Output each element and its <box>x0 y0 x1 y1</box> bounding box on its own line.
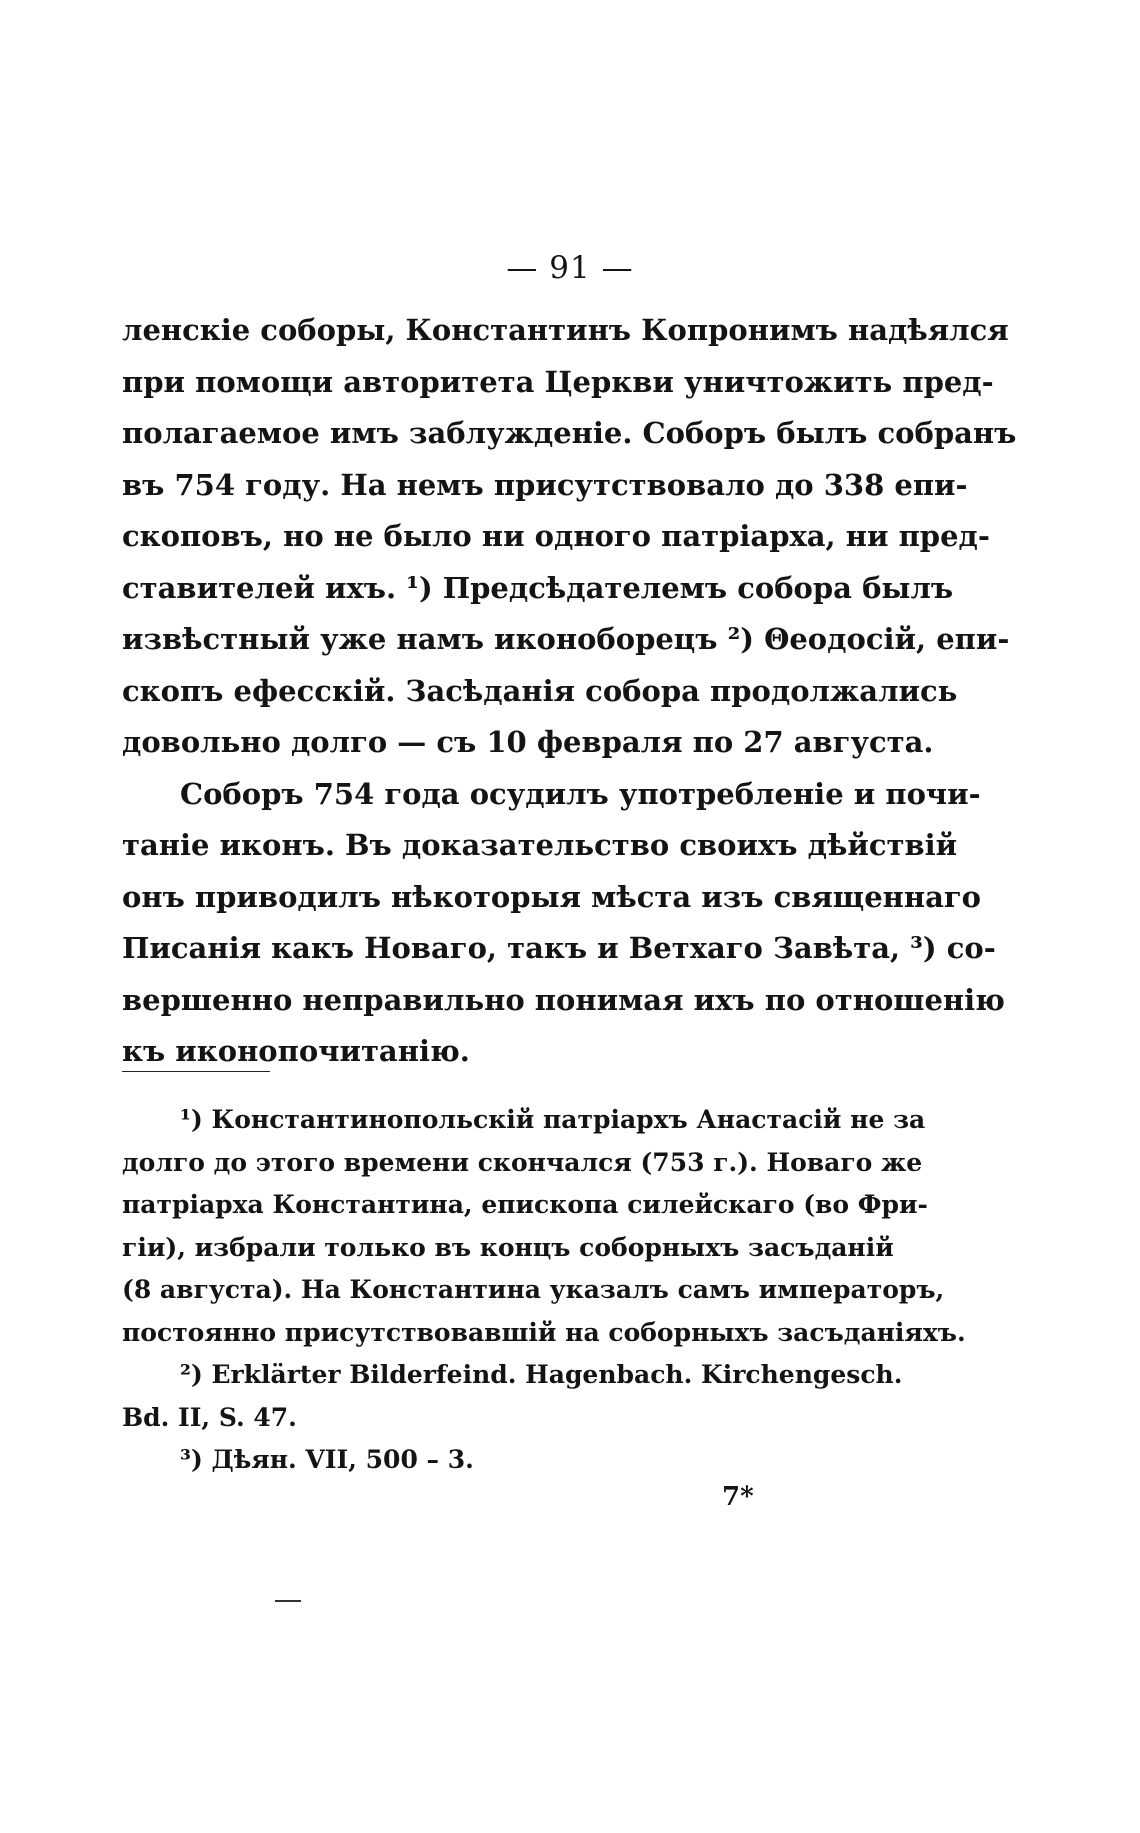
footnote-line: долго до этого времени скончался (753 г.). Новаго же <box>122 1147 923 1177</box>
footnote-line: патріарха Константина, епископа силейскаго (во Фри- <box>122 1190 928 1219</box>
text-line: онъ приводилъ нѣкоторыя мѣста изъ священнаго <box>122 879 981 914</box>
footnote-line: Bd. II, S. 47. <box>122 1402 297 1432</box>
text-line: скоповъ, но не было ни одного патріарха, ни пред- <box>122 519 990 553</box>
text-line: ленскіе соборы, Константинъ Копронимъ надѣялся <box>122 313 1009 347</box>
footnote-2 <box>122 1354 903 1439</box>
text-line: ставителей ихъ. ¹) Предсѣдателемъ собора былъ <box>122 570 954 605</box>
text-line: скопъ ефесскій. Засѣданія собора продолжались <box>122 673 958 708</box>
footnote-line: гіи), избрали только въ концъ соборныхъ засъданій <box>122 1232 894 1262</box>
footnote-line: постоянно присутствовавшій на соборныхъ засъданіяхъ. <box>122 1317 966 1347</box>
text-line: полагаемое имъ заблужденіе. Соборъ былъ собранъ <box>122 416 1017 450</box>
text-line: довольно долго — съ 10 февраля по 27 августа. <box>122 725 934 759</box>
text-line: таніе иконъ. Въ доказательство своихъ дѣйствій <box>122 828 958 862</box>
text-line: при помощи авторитета Церкви уничтожить пред- <box>122 364 994 399</box>
text-line: извѣстный уже намъ иконоборецъ ²) Θеодосій, епи- <box>122 622 1010 656</box>
stray-mark <box>275 1600 301 1602</box>
body-text <box>122 305 1017 1078</box>
text-line: вершенно неправильно понимая ихъ по отношенію <box>122 982 1005 1017</box>
page-number: — 91 — <box>506 250 634 286</box>
footnote-line: ¹) Константинопольскій патріархъ Анастасій не за <box>180 1105 926 1134</box>
footnote-line: ²) Erklärter Bilderfeind. Hagenbach. Kirchengesch. <box>180 1360 903 1389</box>
paragraph-2 <box>122 769 1005 1078</box>
text-line: къ иконопочитанію. <box>122 1034 470 1068</box>
text-line: въ 754 году. На немъ присутствовало до 338 епи- <box>122 467 968 502</box>
signature-mark: 7* <box>722 1482 754 1512</box>
footnote-line: (8 августа). На Константина указалъ самъ императоръ, <box>122 1275 945 1304</box>
text-line: Писанія какъ Новаго, такъ и Ветхаго Завѣта, ³) со- <box>122 931 996 965</box>
footnote-1 <box>122 1099 966 1354</box>
footnote-line: ³) Дѣян. VII, 500 – 3. <box>180 1445 474 1474</box>
footnote-3 <box>122 1439 886 1482</box>
footnotes <box>122 1099 966 1482</box>
paragraph-1 <box>122 305 1017 769</box>
text-line: Соборъ 754 года осудилъ употребленіе и почи- <box>180 776 981 811</box>
footnote-separator <box>122 1071 270 1072</box>
